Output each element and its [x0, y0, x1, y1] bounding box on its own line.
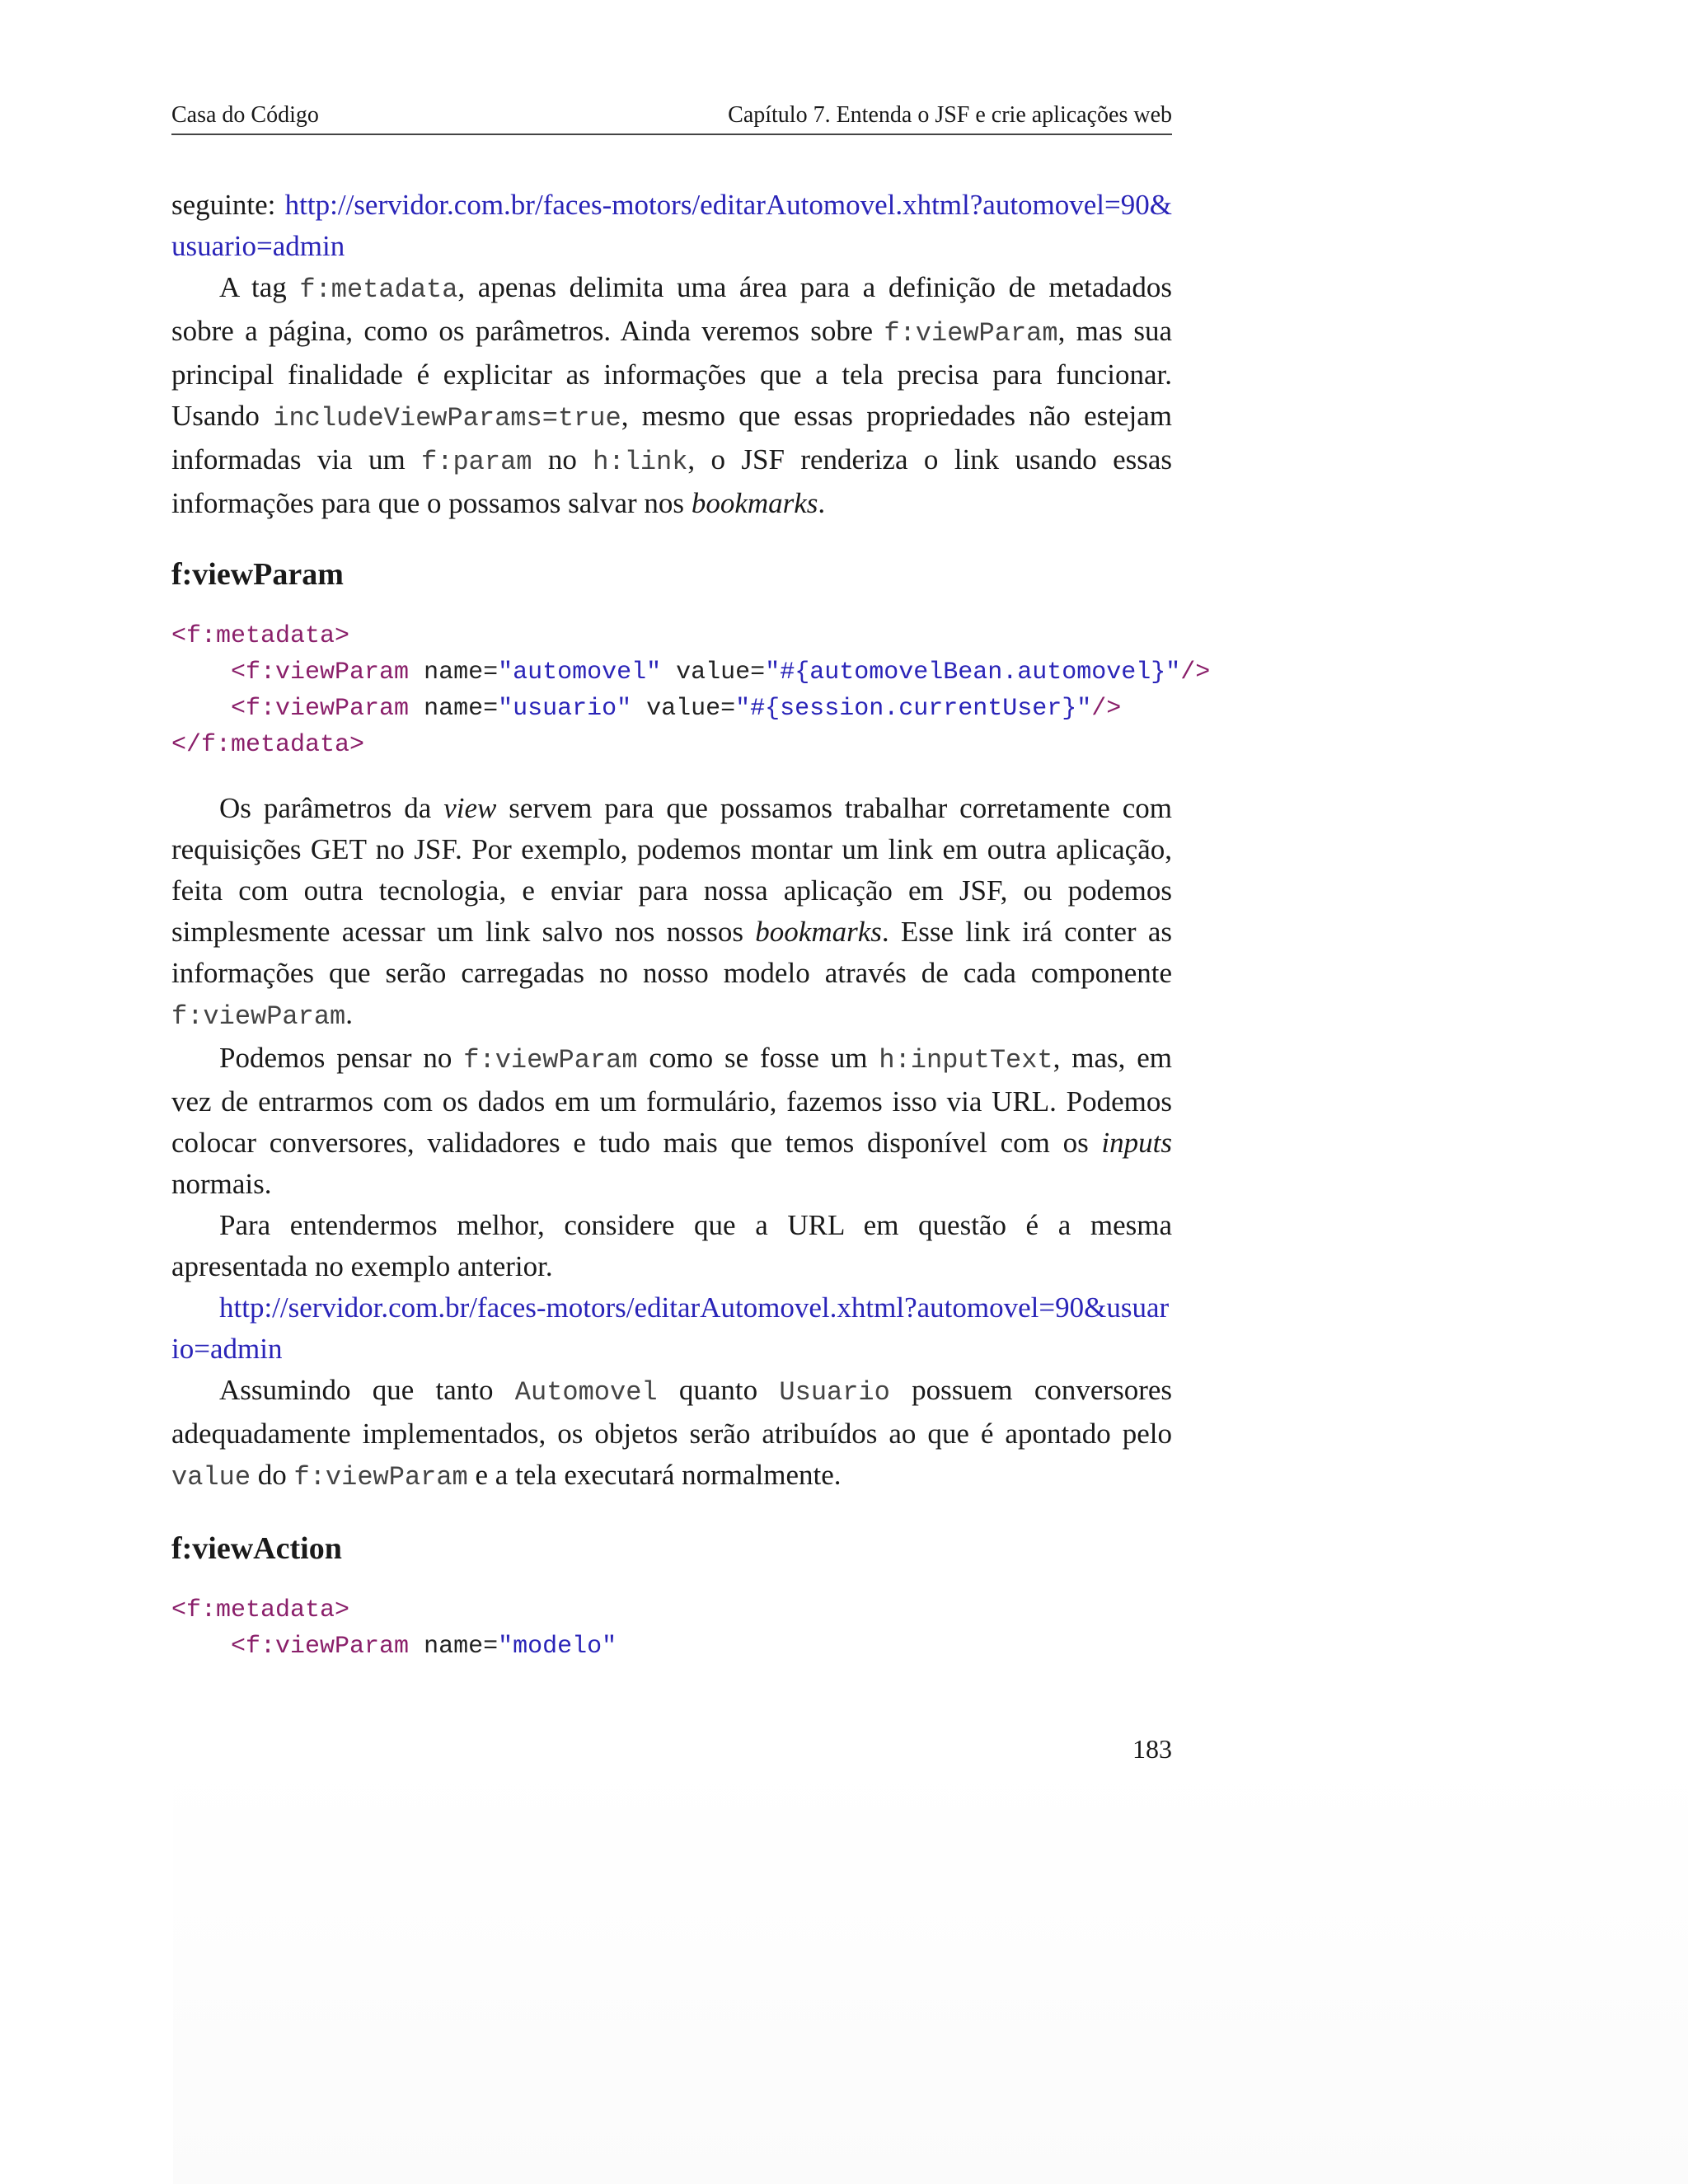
code-tag: />	[1180, 658, 1211, 687]
code-attr: value=	[646, 695, 736, 723]
text-fragment: . Esse link irá conter as informações que serão carregadas no nosso modelo através de cada componente	[171, 916, 1172, 989]
code-tag: <f:metadata>	[171, 622, 350, 650]
text-fragment: quanto	[657, 1374, 780, 1406]
page-number: 183	[1132, 1734, 1172, 1764]
paragraph-converters	[171, 1370, 1172, 1498]
text-fragment: do	[251, 1459, 294, 1491]
text-fragment: , o JSF renderiza o link usando essas informações para que o possamos salvar nos	[171, 443, 1173, 519]
inline-code: value	[171, 1462, 251, 1493]
code-string: "usuario"	[498, 695, 632, 723]
inline-code: f:viewParam	[171, 1001, 346, 1032]
text-fragment: .	[345, 998, 353, 1030]
text-fragment: , mas, em vez de entrarmos com os dados em um formulário, fazemos isso via URL. Podemos colocar conversores, validadores e tudo mais que temos disponível com os	[171, 1042, 1172, 1159]
running-header	[171, 96, 1172, 135]
code-tag: <f:viewParam	[231, 658, 410, 687]
header-book-title: Casa do Código	[171, 102, 319, 128]
code-tag: />	[1091, 695, 1122, 723]
code-tag: </f:metadata>	[171, 731, 365, 759]
text-fragment: possuem conversores adequadamente implementados, os objetos serão atribuídos ao que é apontado pelo	[171, 1374, 1173, 1450]
url-link[interactable]: http://servidor.com.br/faces-motors/editarAutomovel.xhtml?automovel=90&usuario=admin	[171, 189, 1172, 262]
emphasis: bookmarks	[691, 487, 818, 519]
section-heading-viewaction: f:viewAction	[171, 1531, 342, 1566]
code-tag: <f:viewParam	[231, 695, 410, 723]
code-tag: <f:viewParam	[231, 1633, 410, 1661]
paragraph-url-example: Para entendermos melhor, considere que a URL em questão é a mesma apresentada no exemplo anterior.	[171, 1209, 1172, 1282]
code-attr: name=	[424, 695, 499, 723]
page-shadow	[173, 1755, 1688, 2184]
paragraph-url-intro	[171, 185, 1172, 267]
emphasis: bookmarks	[755, 916, 882, 948]
text-fragment: , mas sua principal finalidade é explicitar as informações que a tela precisa para funcionar. Usando	[171, 315, 1172, 432]
text-fragment: A tag	[219, 271, 300, 303]
code-attr: name=	[424, 658, 499, 687]
text-fragment: normais.	[171, 1168, 272, 1200]
paragraph-view-params	[171, 788, 1172, 1038]
paragraph-inputtext	[171, 1038, 1172, 1205]
code-tag: <f:metadata>	[171, 1596, 350, 1624]
text-fragment: .	[818, 487, 826, 519]
code-string: "automovel"	[498, 658, 662, 687]
text-fragment: , apenas delimita uma área para a definição de metadados sobre a página, como os parâmetros. Ainda veremos sobre	[171, 271, 1173, 347]
text-fragment: Os parâmetros da	[219, 792, 444, 824]
code-block-viewparam	[171, 618, 1211, 763]
inline-code: f:viewParam	[293, 1462, 468, 1493]
code-attr: value=	[676, 658, 766, 687]
emphasis: view	[443, 792, 497, 824]
inline-code: includeViewParams=true	[273, 403, 621, 434]
inline-code: Automovel	[514, 1377, 658, 1408]
text-fragment: como se fosse um	[637, 1042, 879, 1074]
code-string: "#{automovelBean.automovel}"	[765, 658, 1181, 687]
url-link[interactable]: http://servidor.com.br/faces-motors/editarAutomovel.xhtml?automovel=90&usuario=admin	[171, 1291, 1170, 1365]
text-fragment: , mesmo que essas propriedades não estejam informadas via um	[171, 400, 1172, 476]
text-fragment: e a tela executará normalmente.	[467, 1459, 842, 1491]
text-fragment: Assumindo que tanto	[219, 1374, 515, 1406]
paragraph-metadata	[171, 267, 1172, 524]
text-fragment: servem para que possamos trabalhar corretamente com requisições GET no JSF. Por exemplo, podemos montar um link em outra aplicação, feita com outra tecnologia, e enviar para nossa aplicação em JSF, ou podemos simplesmente acessar um link salvo nos nossos	[171, 792, 1172, 948]
inline-code: f:metadata	[299, 274, 458, 305]
inline-code: f:viewParam	[884, 318, 1058, 349]
code-string: "#{session.currentUser}"	[735, 695, 1092, 723]
inline-code: h:inputText	[879, 1045, 1053, 1076]
code-block-viewaction	[171, 1592, 1172, 1665]
body-text	[171, 185, 1211, 1690]
code-attr: name=	[424, 1633, 499, 1661]
header-chapter-title: Capítulo 7. Entenda o JSF e crie aplicações web	[728, 102, 1172, 128]
text-fragment: Podemos pensar no	[219, 1042, 464, 1074]
inline-code: f:param	[421, 447, 532, 477]
emphasis: inputs	[1101, 1127, 1172, 1159]
paragraph-url-repeat	[171, 1287, 1172, 1370]
inline-code: h:link	[593, 447, 688, 477]
inline-code: Usuario	[779, 1377, 890, 1408]
text-fragment: seguinte:	[171, 189, 285, 221]
text-fragment: no	[532, 443, 593, 476]
inline-code: f:viewParam	[463, 1045, 638, 1076]
section-heading-viewparam: f:viewParam	[171, 557, 344, 592]
code-string: "modelo"	[498, 1633, 617, 1661]
